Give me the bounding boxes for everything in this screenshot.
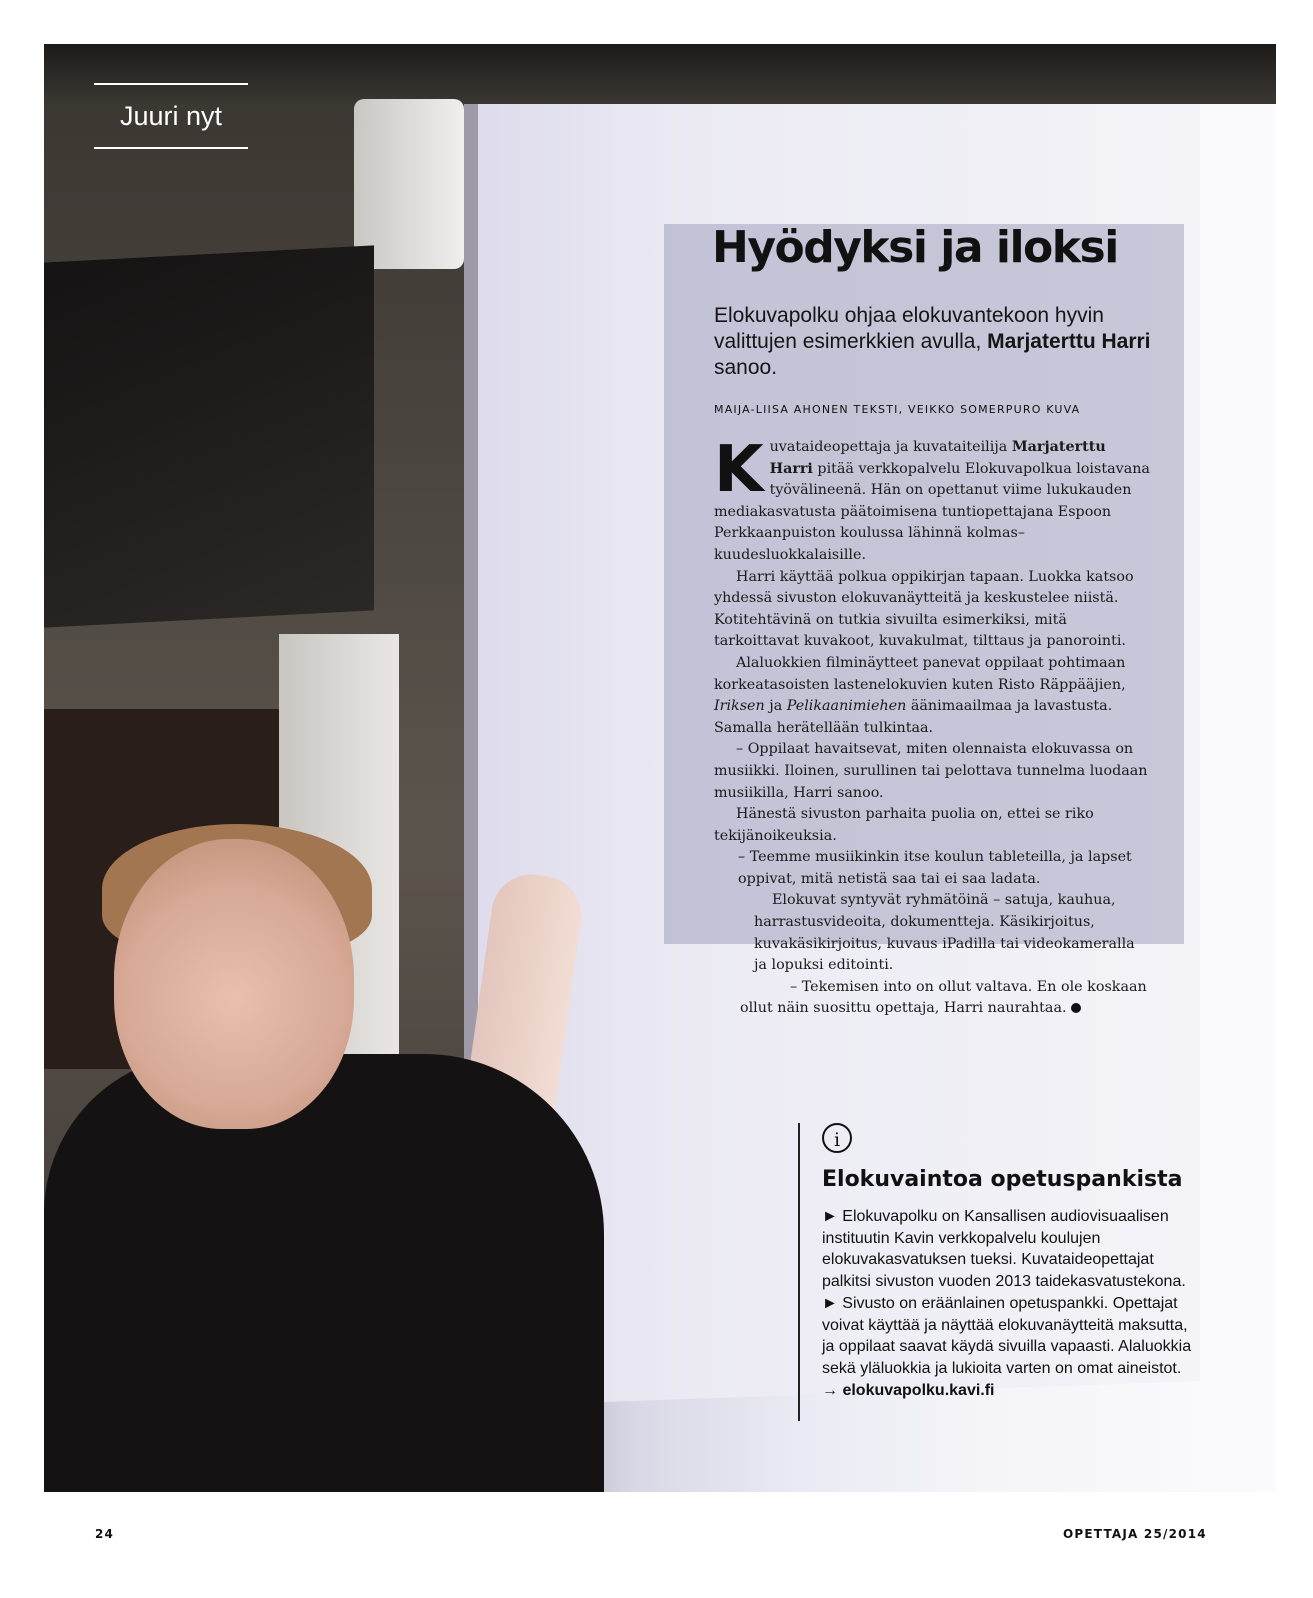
p1-name: Marjaterttu Harri (769, 439, 1106, 477)
paragraph-4: – Oppilaat havaitsevat, miten olennaista elokuvassa on musiikki. Iloinen, surullinen tai pelottava tunnelma luodaan musiikilla, Harri sanoo. (714, 741, 1148, 801)
paragraph-7 (714, 890, 1152, 976)
article-headline: Hyödyksi ja iloksi (712, 222, 1118, 273)
paragraph-2: Harri käyttää polkua oppikirjan tapaan. Luokka katsoo yhdessä sivuston elokuvanäytteitä ja keskustelee niistä. Kotitehtävinä on tutkia sivuilta esimerkiksi, mitä tarkoittavat kuvakoot, kuvakulmat, tilttaus ja panorointi. (714, 568, 1134, 650)
fact-box-title: Elokuvaintoa opetuspankista (822, 1167, 1183, 1192)
teacher-body (44, 1054, 604, 1492)
fact-box-text (822, 1206, 1200, 1401)
end-mark-icon (1071, 1003, 1081, 1013)
website-link[interactable]: → elokuvapolku.kavi.fi (822, 1381, 995, 1399)
paragraph-8 (714, 977, 1152, 1020)
publication-issue: OPETTAJA 25/2014 (1063, 1527, 1207, 1541)
p3-italic-1: Iriksen (714, 698, 765, 715)
p8-text: – Tekemisen into on ollut valtava. En ole koskaan ollut näin suosittu opettaja, Harri naurahtaa. (740, 978, 1147, 1017)
p1-start: uvataideopettaja ja kuvataiteilija (769, 439, 1012, 455)
teacher-face (114, 839, 354, 1129)
paragraph-1 (714, 433, 1152, 567)
page-number: 24 (95, 1527, 115, 1541)
article-body (714, 433, 1152, 1020)
lead-text: Elokuvapolku ohjaa elokuvantekoon hyvin valittujen esimerkkien avulla, (714, 304, 1104, 353)
fact-item-2: ► Sivusto on eräänlainen opetuspankki. Opettajat voivat käyttää ja näyttää elokuvanäytteitä maksutta, ja oppilaat saavat käydä sivuilla vapaasti. Alaluokkia sekä yläluokkia ja lukioita varten on omat aineistot. (822, 1294, 1192, 1377)
info-icon: i (822, 1123, 852, 1153)
paragraph-6: – Teemme musiikinkin itse koulun tableteilla, ja lapset oppivat, mitä netistä saa tai ei saa ladata. (738, 849, 1132, 887)
p3-c: äänimaailmaa ja lavastusta. Samalla herätellään tulkintaa. (714, 698, 1113, 736)
lead-name: Marjaterttu Harri (987, 330, 1151, 353)
paragraph-3 (714, 653, 1152, 739)
p3-a: Alaluokkien filminäytteet panevat oppilaat pohtimaan korkeatasoisten lastenelokuvien kuten Risto Räppääjien, (714, 654, 1126, 693)
paragraph-5: Hänestä sivuston parhaita puolia on, ettei se riko tekijänoikeuksia. (714, 806, 1094, 844)
p3-b: ja (764, 698, 787, 715)
blackboard (44, 245, 374, 627)
fact-box (798, 1123, 1200, 1421)
drop-cap: K (714, 433, 764, 507)
article-lead (714, 303, 1164, 381)
section-rubric: Juuri nyt (94, 83, 248, 149)
wall-speaker (354, 99, 464, 269)
fact-item-1: ► Elokuvapolku on Kansallisen audiovisuaalisen instituutin Kavin verkkopalvelu koulujen elokuvakasvatuksen tueksi. Kuvataideopettajat palkitsi sivuston vuoden 2013 taidekasvatustekona. (822, 1208, 1186, 1291)
lead-end: sanoo. (714, 356, 778, 379)
p1-rest: pitää verkkopalvelu Elokuvapolkua loistavana työvälineenä. Hän on opettanut viime lukukauden mediakasvatusta päätoimisena tuntiopettajana Espoon Perkkaanpuiston koulussa lähinnä kolmas–kuudesluokkalaisille. (714, 460, 1150, 563)
article-byline: MAIJA-LIISA AHONEN TEKSTI, VEIKKO SOMERPURO KUVA (714, 403, 1081, 416)
p3-italic-2: Pelikaanimiehen (786, 698, 907, 715)
p7-text: Elokuvat syntyvät ryhmätöinä – satuja, kauhua, harrastusvideoita, dokumentteja. Käsikirjoitus, kuvakäsikirjoitus, kuvaus iPadilla tai videokameralla ja lopuksi editointi. (754, 892, 1135, 974)
